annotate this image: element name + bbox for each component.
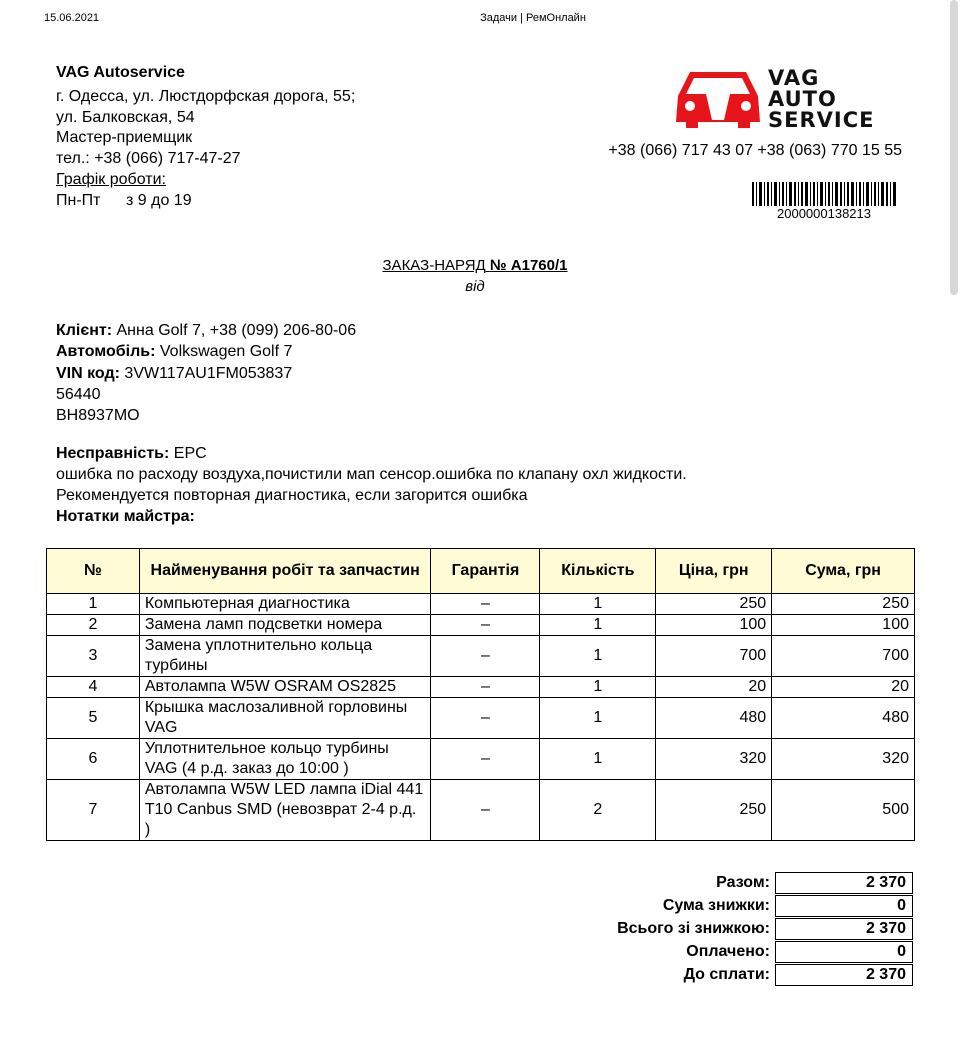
row-price: 320: [656, 739, 772, 780]
total-row: [500, 872, 915, 895]
table-row: [47, 698, 915, 739]
fault-line: [56, 443, 207, 464]
client-label: Клієнт:: [56, 322, 113, 339]
car-wrench-icon: [672, 66, 764, 132]
row-price: 100: [656, 615, 772, 636]
order-number: № A1760/1: [489, 257, 568, 274]
car-value: Volkswagen Golf 7: [159, 343, 293, 360]
schedule-label: Графік роботи:: [56, 171, 166, 188]
total-with-discount-label: Всього зі знижкою:: [617, 920, 770, 937]
row-quantity: 2: [540, 780, 656, 841]
row-sum: 100: [772, 615, 915, 636]
row-name: Автолампа W5W LED лампа iDial 441 T10 Canbus SMD (невозврат 2-4 р.д. ): [139, 780, 431, 841]
table-row: [47, 739, 915, 780]
row-quantity: 1: [540, 739, 656, 780]
company-phone: тел.: +38 (066) 717-47-27: [56, 150, 241, 167]
row-number: 1: [47, 594, 140, 615]
table-row: [47, 677, 915, 698]
company-logo: [672, 66, 902, 136]
fault-value: EPC: [173, 445, 207, 462]
row-warranty: –: [431, 615, 540, 636]
car-line: [56, 341, 292, 362]
row-number: 5: [47, 698, 140, 739]
license-plate: ВН8937МО: [56, 407, 140, 424]
print-title: Задачи | РемОнлайн: [480, 12, 586, 24]
paid-value: 0: [775, 941, 913, 963]
fault-description: ошибка по расходу воздуха,почистили мап сенсор.ошибка по клапану охл жидкости.: [56, 466, 687, 483]
row-price: 700: [656, 636, 772, 677]
row-number: 6: [47, 739, 140, 780]
row-name: Автолампа W5W OSRAM OS2825: [139, 677, 431, 698]
table-row: [47, 636, 915, 677]
row-number: 3: [47, 636, 140, 677]
fault-recommendation: Рекомендуется повторная диагностика, если загорится ошибка: [56, 487, 528, 504]
total-value: 2 370: [775, 872, 913, 894]
row-price: 480: [656, 698, 772, 739]
logo-wordmark: VAG AUTO SERVICE: [768, 66, 875, 132]
print-date: 15.06.2021: [44, 12, 100, 24]
contact-phones: +38 (066) 717 43 07 +38 (063) 770 15 55: [608, 142, 902, 159]
order-subtitle: від: [465, 278, 485, 295]
table-header-row: [47, 549, 915, 594]
row-warranty: –: [431, 594, 540, 615]
row-number: 2: [47, 615, 140, 636]
row-warranty: –: [431, 698, 540, 739]
row-name: Уплотнительное кольцо турбины VAG (4 р.д. заказ до 10:00 ): [139, 739, 431, 780]
client-line: [56, 320, 356, 341]
row-quantity: 1: [540, 677, 656, 698]
barcode-icon: [752, 182, 896, 206]
header-sum: Сума, грн: [772, 549, 915, 594]
scrollbar[interactable]: [948, 0, 960, 300]
order-title-prefix: ЗАКАЗ-НАРЯД: [382, 257, 486, 274]
vin-label: VIN код:: [56, 365, 120, 382]
master-notes-label: Нотатки майстра:: [56, 508, 195, 525]
mileage: 56440: [56, 386, 101, 403]
row-warranty: –: [431, 780, 540, 841]
barcode-number: 2000000138213: [777, 206, 871, 221]
row-price: 250: [656, 780, 772, 841]
paid-label: Оплачено:: [686, 943, 770, 960]
row-quantity: 1: [540, 594, 656, 615]
vin-line: [56, 363, 292, 384]
total-label: Разом:: [716, 874, 770, 891]
total-with-discount-row: [500, 918, 915, 941]
row-warranty: –: [431, 739, 540, 780]
schedule-days: Пн-Пт: [56, 192, 101, 209]
paid-row: [500, 941, 915, 964]
amount-due-value: 2 370: [775, 964, 913, 986]
table-row: [47, 780, 915, 841]
discount-row: [500, 895, 915, 918]
fault-label: Несправність:: [56, 445, 170, 462]
row-sum: 20: [772, 677, 915, 698]
row-name: Замена уплотнительно кольца турбины: [139, 636, 431, 677]
header-number: №: [47, 549, 140, 594]
row-price: 250: [656, 594, 772, 615]
header-price: Ціна, грн: [656, 549, 772, 594]
row-sum: 320: [772, 739, 915, 780]
row-sum: 700: [772, 636, 915, 677]
company-address-2: ул. Балковская, 54: [56, 109, 195, 126]
row-warranty: –: [431, 636, 540, 677]
scrollbar-thumb[interactable]: [950, 0, 958, 295]
row-name: Крышка маслозаливной горловины VAG: [139, 698, 431, 739]
amount-due-row: [500, 964, 915, 987]
header-quantity: Кількість: [540, 549, 656, 594]
row-quantity: 1: [540, 615, 656, 636]
row-sum: 500: [772, 780, 915, 841]
table-row: [47, 594, 915, 615]
row-sum: 250: [772, 594, 915, 615]
table-row: [47, 615, 915, 636]
header-name: Найменування робіт та запчастин: [139, 549, 431, 594]
row-name: Компьютерная диагностика: [139, 594, 431, 615]
row-name: Замена ламп подсветки номера: [139, 615, 431, 636]
company-role: Мастер-приемщик: [56, 129, 193, 146]
amount-due-label: До сплати:: [683, 966, 770, 983]
client-value: Анна Golf 7, +38 (099) 206-80-06: [116, 322, 357, 339]
header-warranty: Гарантія: [431, 549, 540, 594]
schedule-hours: з 9 до 19: [126, 192, 192, 209]
order-title: [0, 257, 950, 274]
row-warranty: –: [431, 677, 540, 698]
row-quantity: 1: [540, 636, 656, 677]
company-name: VAG Autoservice: [56, 64, 185, 81]
total-with-discount-value: 2 370: [775, 918, 913, 940]
row-quantity: 1: [540, 698, 656, 739]
row-price: 20: [656, 677, 772, 698]
discount-label: Сума знижки:: [662, 897, 770, 914]
items-table: [46, 548, 915, 841]
car-label: Автомобіль:: [56, 343, 156, 360]
row-sum: 480: [772, 698, 915, 739]
row-number: 4: [47, 677, 140, 698]
row-number: 7: [47, 780, 140, 841]
vin-value: 3VW117AU1FM053837: [124, 365, 293, 382]
discount-value: 0: [775, 895, 913, 917]
company-address-1: г. Одесса, ул. Люстдорфская дорога, 55;: [56, 88, 356, 105]
